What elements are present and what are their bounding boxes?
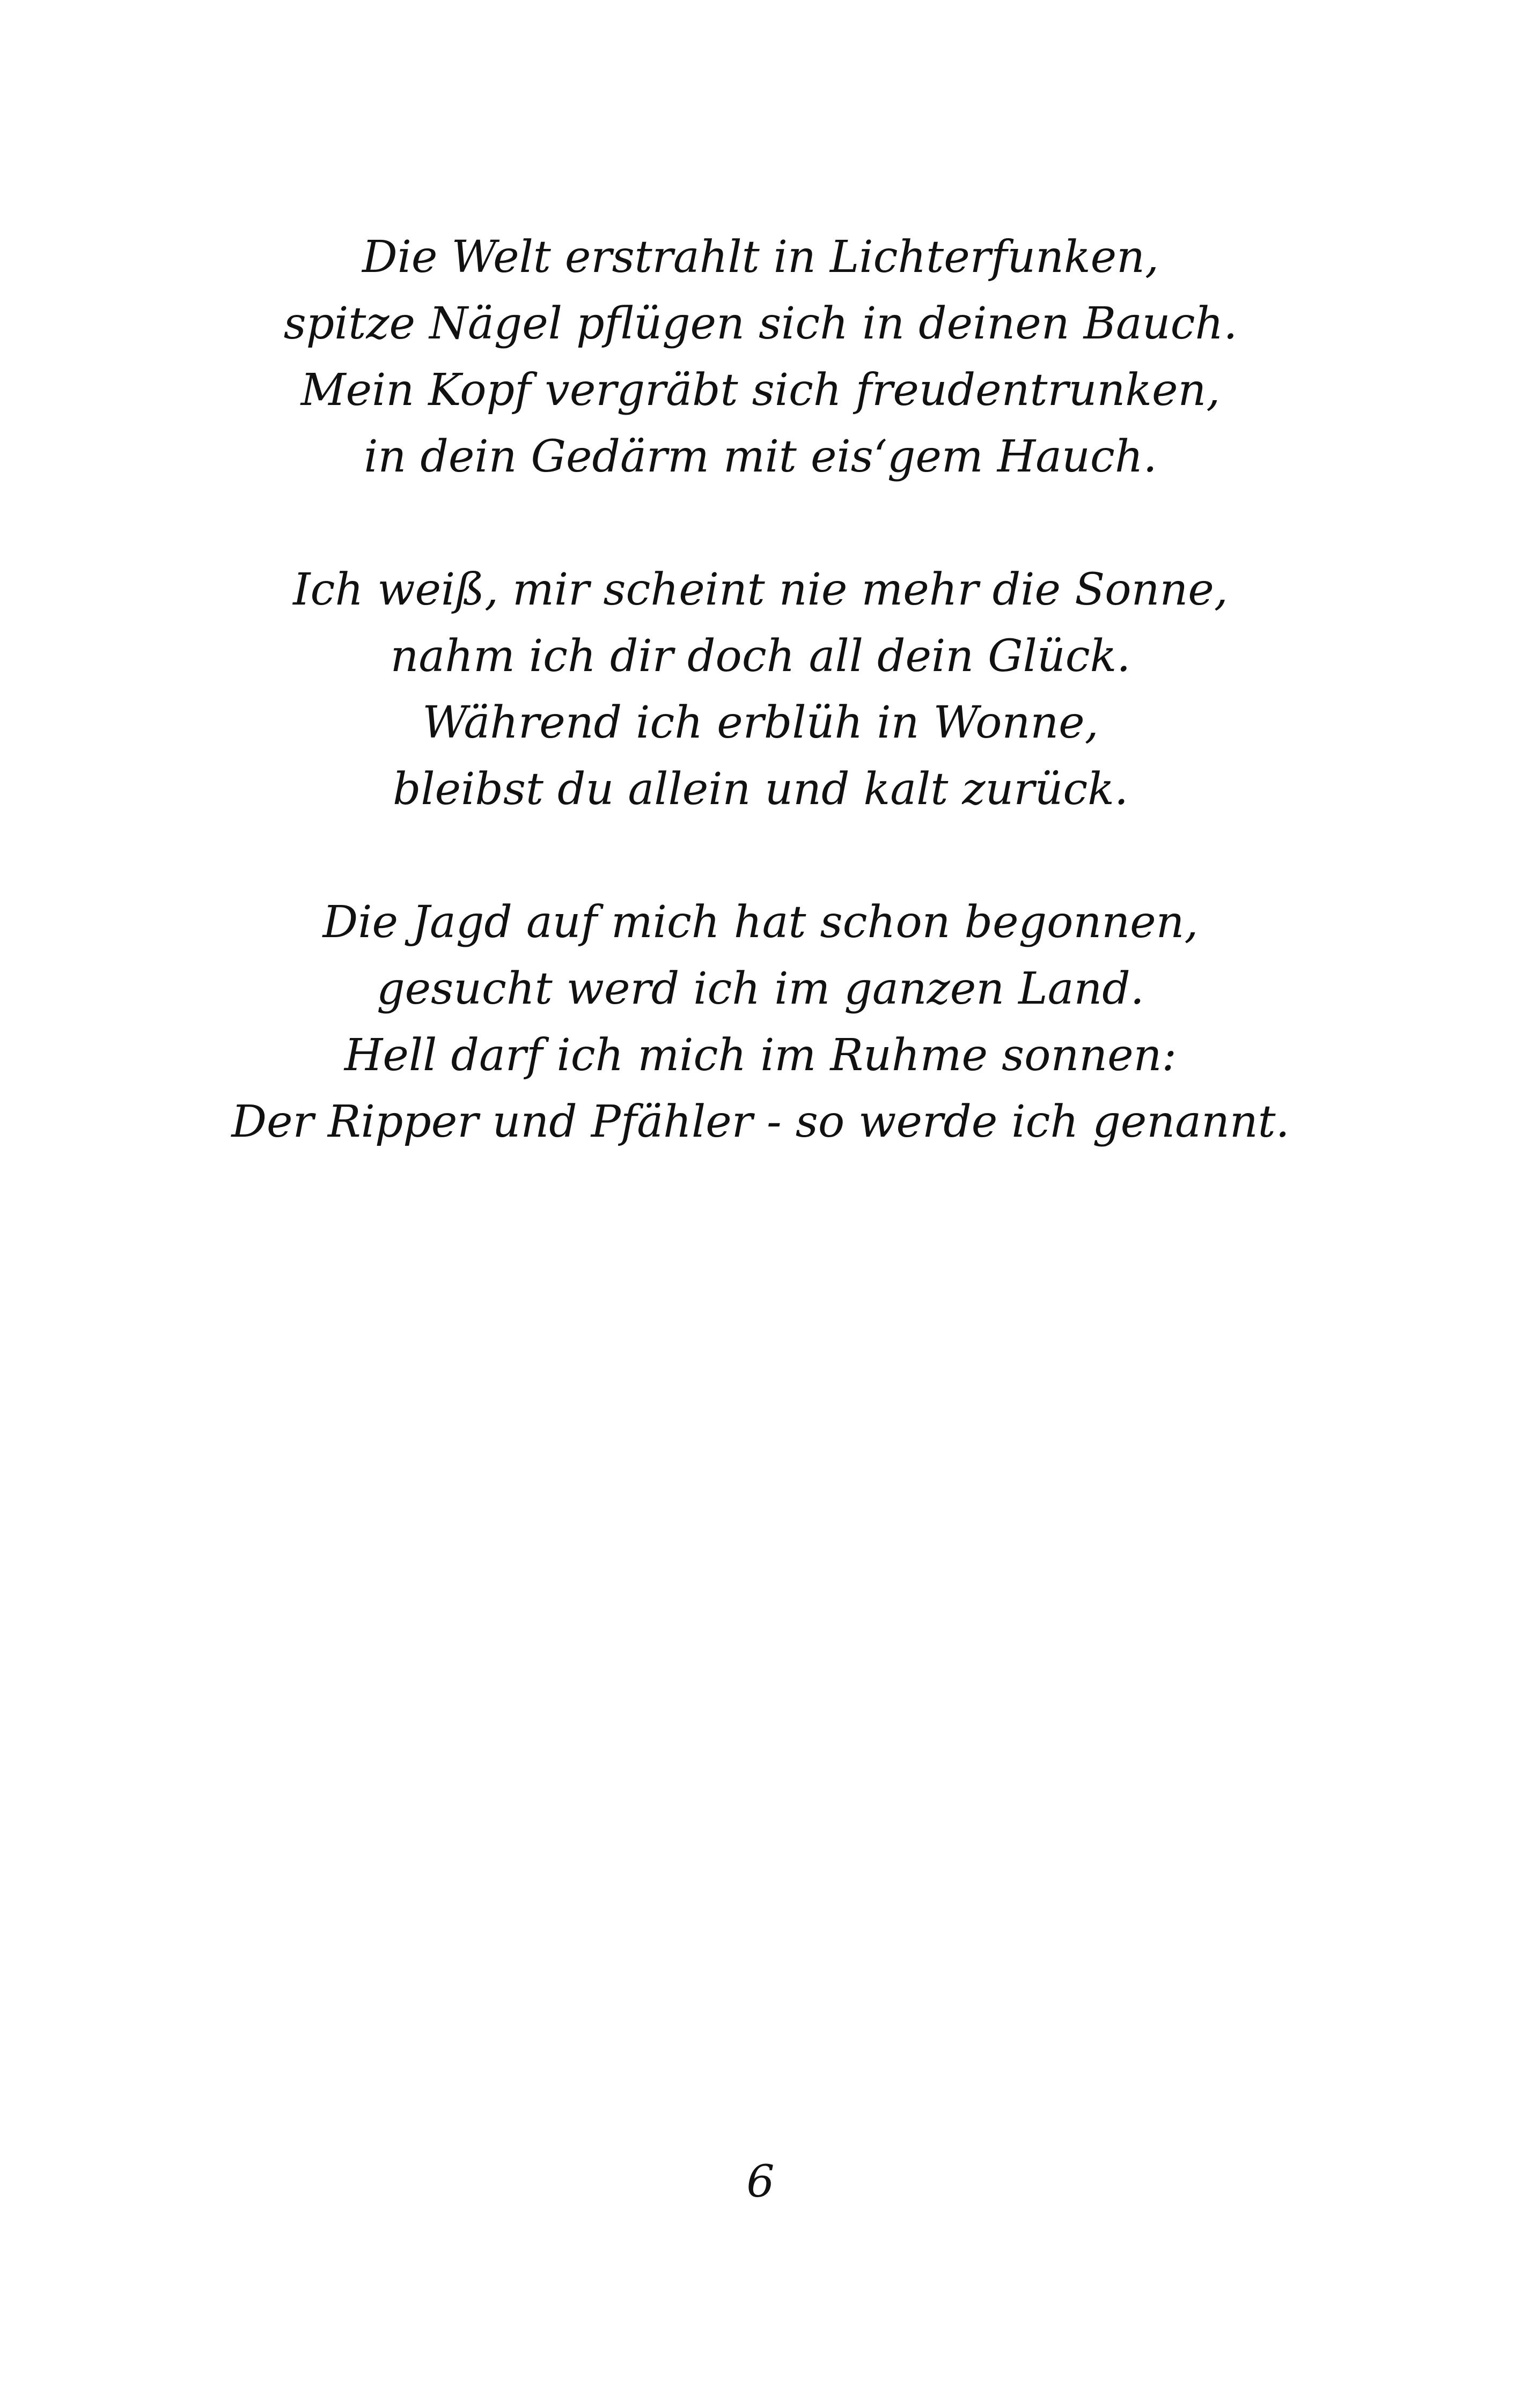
poem-line: Die Jagd auf mich hat schon begonnen, (322, 897, 1199, 948)
stanza-1 (0, 224, 1521, 490)
poem-line: Hell darf ich mich im Ruhme sonnen: (344, 1030, 1177, 1081)
poem-line: spitze Nägel pflügen sich in deinen Bauch. (283, 298, 1238, 349)
poem-line: Der Ripper und Pfähler - so werde ich genannt. (231, 1096, 1290, 1147)
poem-line: Während ich erblüh in Wonne, (422, 697, 1099, 748)
stanza-3 (0, 889, 1521, 1155)
poem (0, 224, 1521, 1222)
poem-line: gesucht werd ich im ganzen Land. (377, 963, 1144, 1014)
poem-line: nahm ich dir doch all dein Glück. (390, 631, 1131, 682)
page-number: 6 (746, 2156, 775, 2207)
poem-line: in dein Gedärm mit eis‘gem Hauch. (364, 431, 1157, 482)
stanza-2 (0, 557, 1521, 823)
poem-line: Die Welt erstrahlt in Lichterfunken, (362, 232, 1159, 283)
poem-line: Mein Kopf vergräbt sich freudentrunken, (300, 365, 1221, 416)
poem-line: Ich weiß, mir scheint nie mehr die Sonne, (293, 564, 1228, 615)
poem-line: bleibst du allein und kalt zurück. (392, 764, 1129, 815)
